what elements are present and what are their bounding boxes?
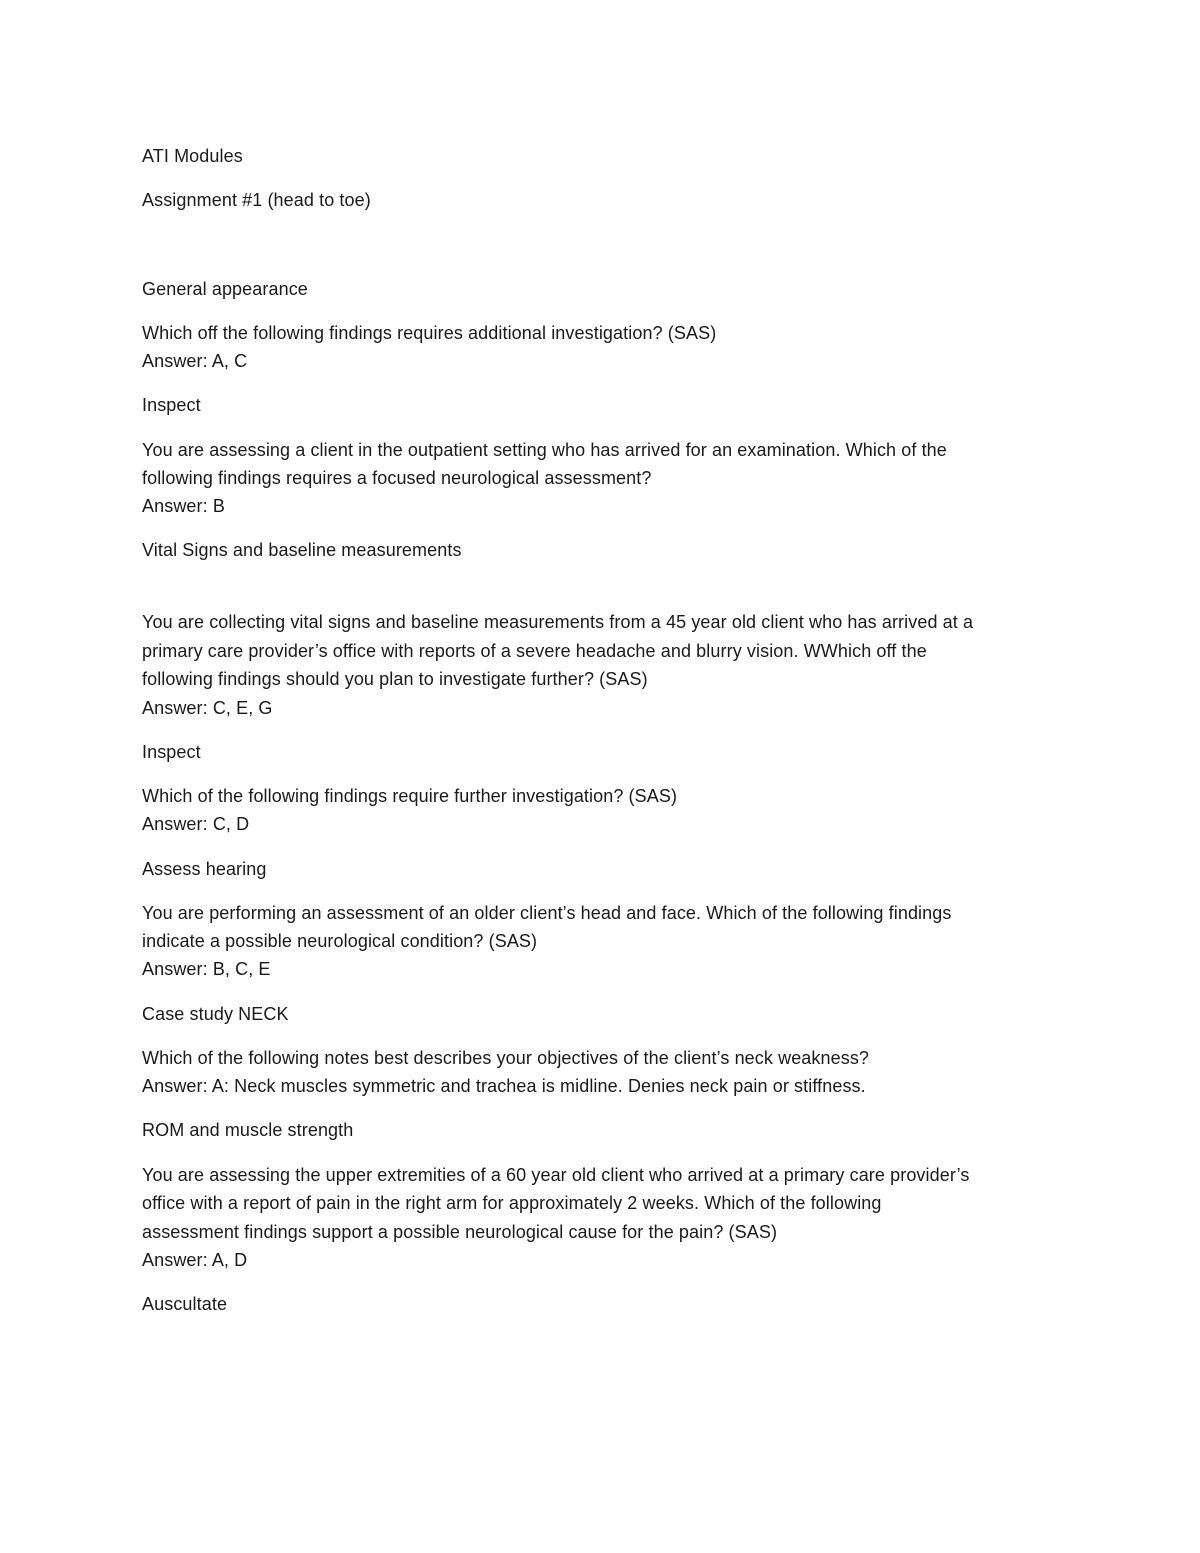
question-line: Which of the following findings require further investigation? (SAS): [142, 786, 678, 806]
answer-line: Answer: A, D: [142, 1250, 248, 1270]
section-heading: General appearance: [142, 279, 308, 299]
question-line: following findings should you plan to investigate further? (SAS): [142, 669, 648, 689]
question-line: assessment findings support a possible neurological cause for the pain? (SAS): [142, 1222, 778, 1242]
answer-line: Answer: C, D: [142, 814, 250, 834]
answer-line: Answer: C, E, G: [142, 698, 273, 718]
question-line: indicate a possible neurological condition? (SAS): [142, 931, 538, 951]
question-line: Which off the following findings requires additional investigation? (SAS): [142, 323, 717, 343]
section-heading: Inspect: [142, 742, 201, 762]
question-line: You are performing an assessment of an older client’s head and face. Which of the following findings: [142, 903, 952, 923]
question-line: Which of the following notes best describes your objectives of the client’s neck weakness?: [142, 1048, 870, 1068]
question-line: You are assessing the upper extremities of a 60 year old client who arrived at a primary care provider’s: [142, 1165, 970, 1185]
question-line: following findings requires a focused neurological assessment?: [142, 468, 652, 488]
answer-line: Answer: A, C: [142, 351, 248, 371]
document-title: ATI Modules: [142, 146, 243, 166]
section-heading: Inspect: [142, 395, 201, 415]
section-heading: Assess hearing: [142, 859, 267, 879]
section-heading: ROM and muscle strength: [142, 1120, 354, 1140]
answer-line: Answer: B, C, E: [142, 959, 271, 979]
answer-line: Answer: B: [142, 496, 225, 516]
section-heading: Auscultate: [142, 1294, 228, 1314]
question-line: primary care provider’s office with reports of a severe headache and blurry vision. WWhich off the: [142, 641, 927, 661]
section-heading: Vital Signs and baseline measurements: [142, 540, 462, 560]
question-line: You are assessing a client in the outpatient setting who has arrived for an examination. Which of the: [142, 440, 947, 460]
question-line: You are collecting vital signs and baseline measurements from a 45 year old client who has arrived at a: [142, 612, 974, 632]
section-heading: Case study NECK: [142, 1004, 289, 1024]
answer-line: Answer: A: Neck muscles symmetric and trachea is midline. Denies neck pain or stiffness.: [142, 1076, 866, 1096]
document-page: [142, 0, 1062, 1553]
assignment-heading: Assignment #1 (head to toe): [142, 190, 371, 210]
question-line: office with a report of pain in the right arm for approximately 2 weeks. Which of the following: [142, 1193, 882, 1213]
